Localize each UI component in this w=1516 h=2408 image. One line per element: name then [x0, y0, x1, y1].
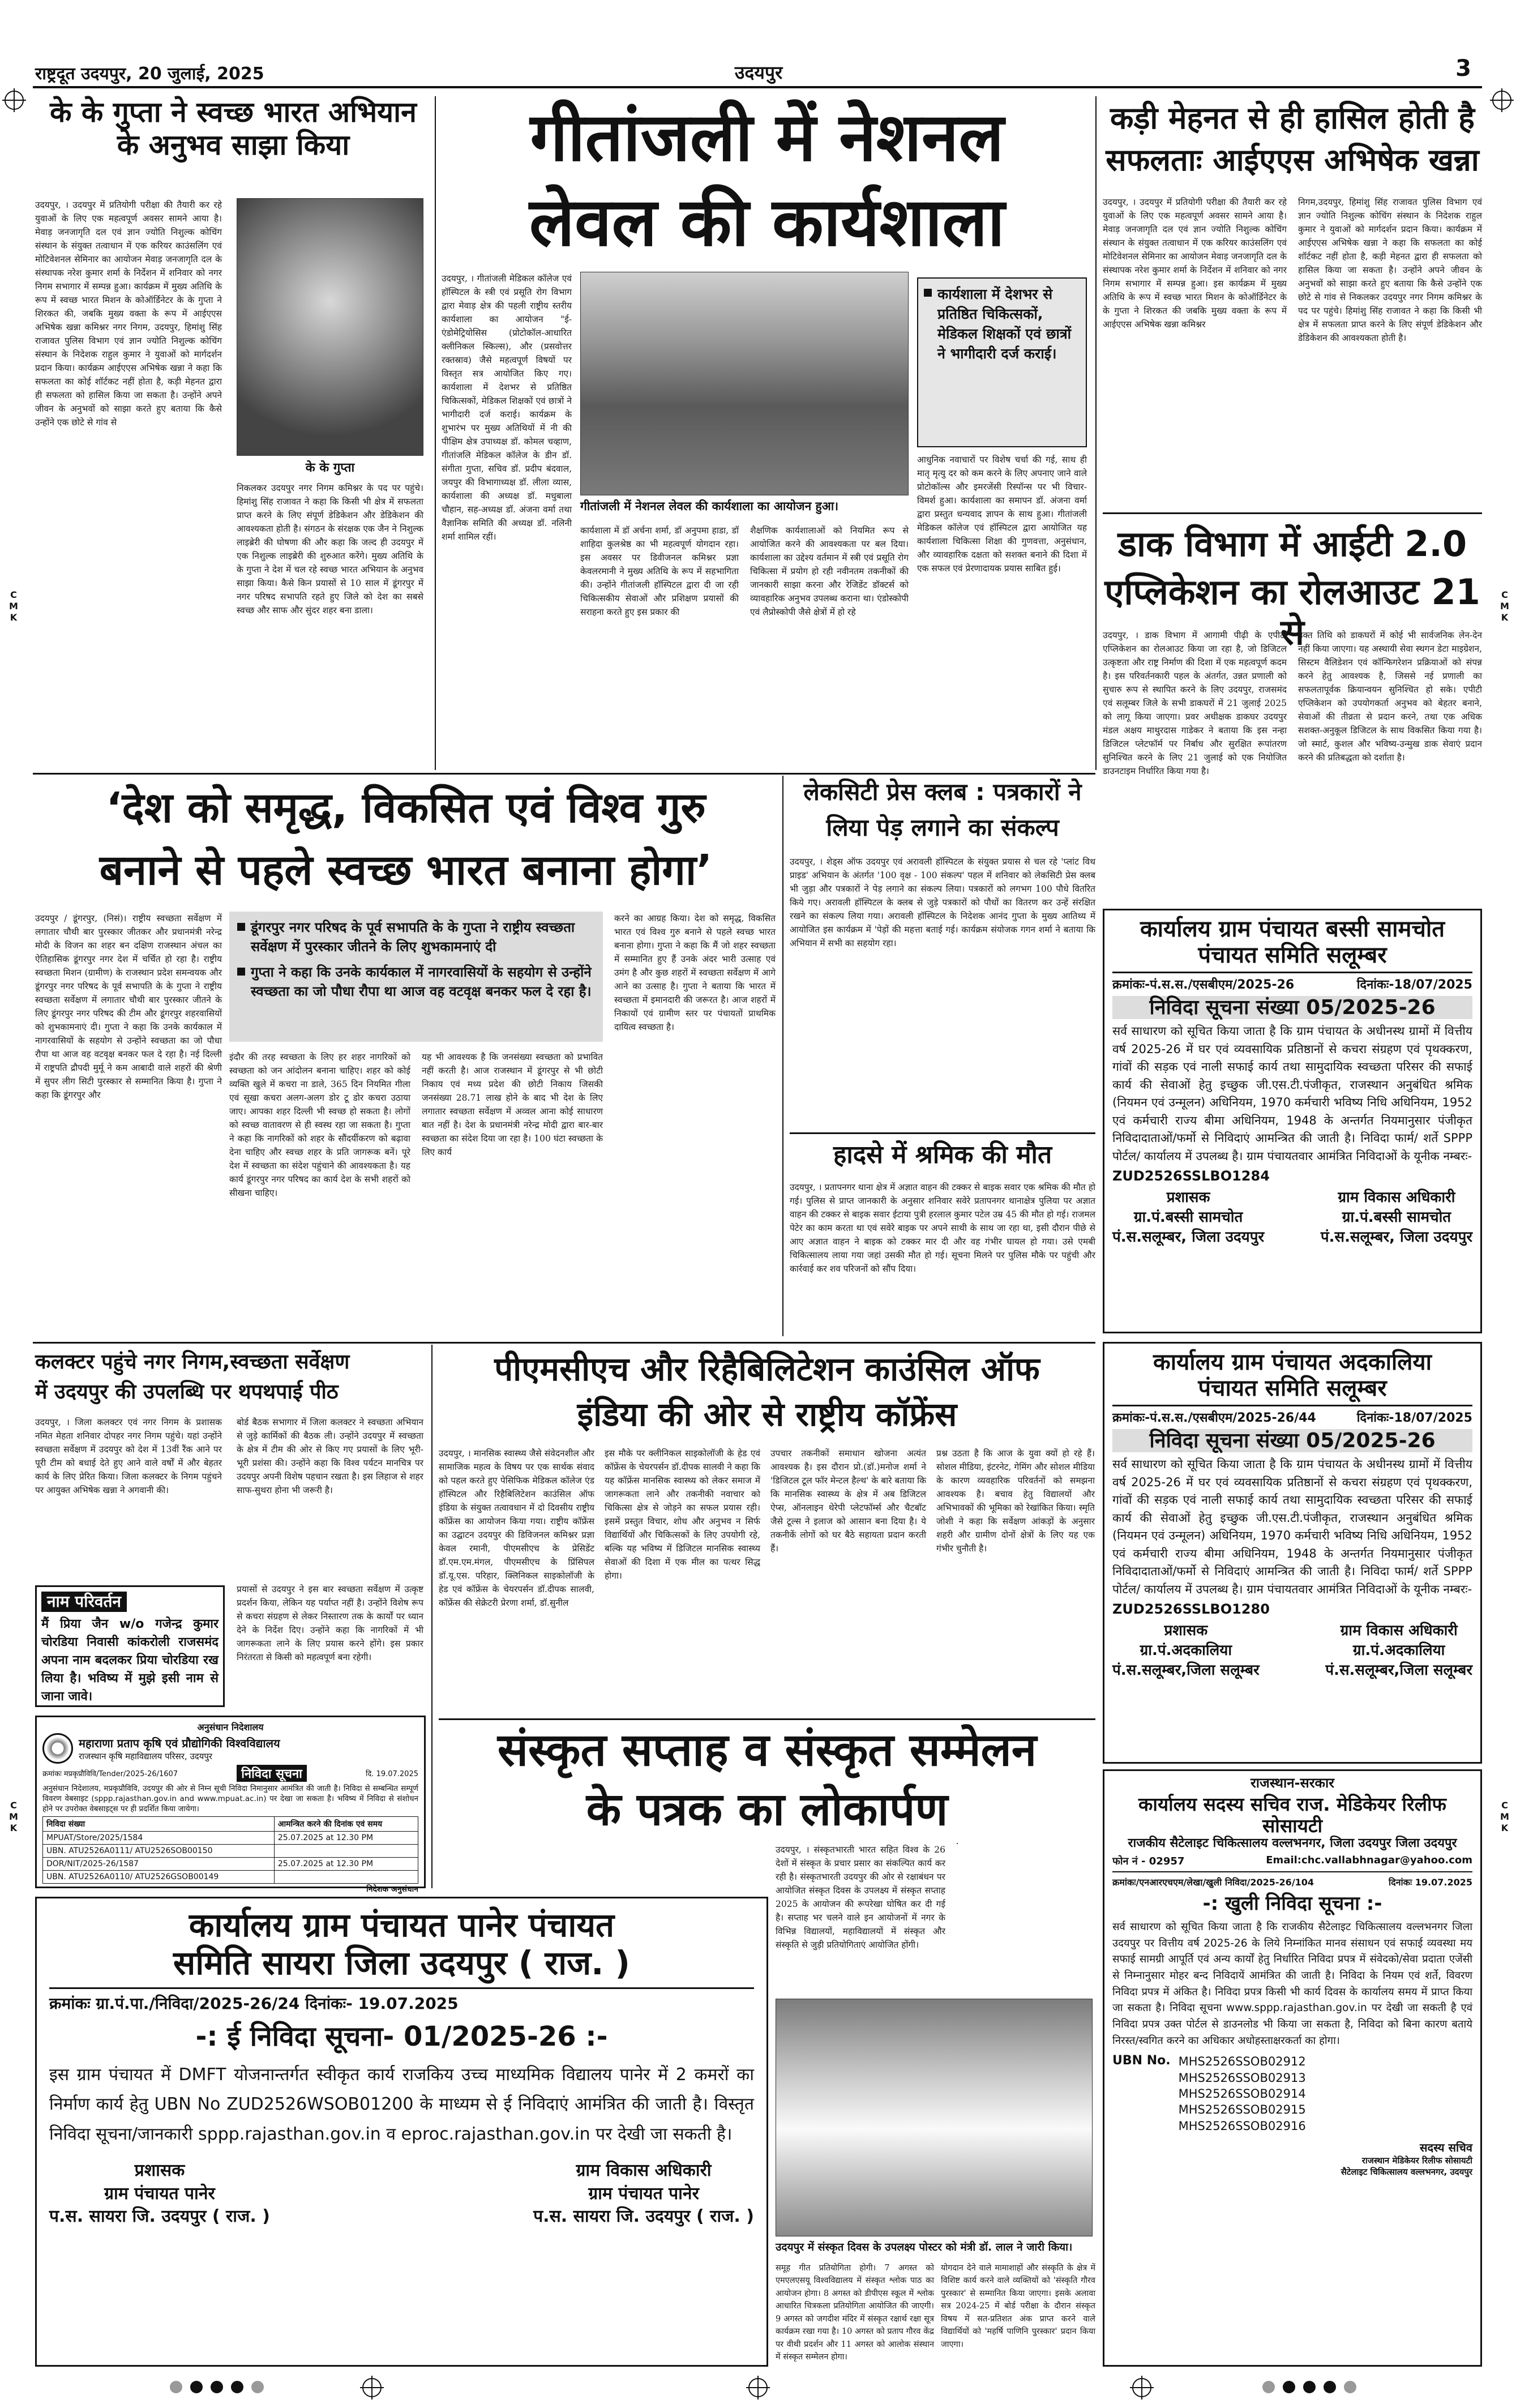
dak-headline-line1: डाक विभाग में आईटी 2.0 [1117, 523, 1467, 564]
mpuat-table-header: आमन्त्रित करने की दिनांक एवं समय [274, 1816, 418, 1831]
pmch-headline-line2: इंडिया की ओर से राष्ट्रीय कॉफ्रेंस [577, 1395, 957, 1434]
dateline: राष्ट्रदूत उदयपुर, 20 जुलाई, 2025 [35, 64, 264, 84]
column-divider [431, 1345, 432, 1888]
medicare-title-line1: कार्यालय सदस्य सचिव राज. मेडिकेयर रिलीफ सोसायटी [1138, 1793, 1446, 1837]
table-cell: UBN. ATU2526A0111/ ATU2526SOB00150 [43, 1844, 275, 1857]
panera-sig-left-1: प्रशासक [134, 2161, 185, 2181]
color-dot-icon [190, 2381, 203, 2393]
gupta-photo-caption: के के गुप्ता [305, 461, 355, 475]
masthead-rule [33, 86, 1482, 88]
name-change-body: मैं प्रिया जैन w/o गजेन्द्र कुमार चोरडिया निवासी कांकरोली राजसमंद अपना नाम बदलकर प्रिया चोरडिया रख लिया है। भविष्य में मुझे इसी नाम से जाना जावे। [41, 1617, 219, 1704]
sanskrit-photo-main [776, 1999, 1093, 2236]
page-number: 3 [1455, 55, 1471, 82]
table-cell: 25.07.2025 at 12.30 PM [274, 1831, 418, 1844]
column-divider [1095, 96, 1097, 770]
medicare-notice-title: -: खुली निविदा सूचना :- [1202, 1892, 1382, 1915]
registration-mark-icon [362, 2378, 382, 2397]
gupta-photo [237, 198, 423, 456]
gitanjali-body-col4: आधुनिक नवाचारों पर विशेष चर्चा की गई, साथ ही मातृ मृत्यु दर को कम करने के लिए अपनाए जाने वाले प्रोटोकॉल्स और इमरजेंसी रिस्पॉन्स पर भी विचार-विमर्श हुआ। कार्यशाला का समापन डॉ. अंजना वर्मा द्वारा प्रस्तुत धन्यवाद ज्ञापन के साथ हुआ। गीतांजली मेडिकल कॉलेज एवं हॉस्पिटल द्वारा आयोजित यह कार्यशाला चिकित्सा शिक्षा की गुणवत्ता, अनुसंधान, और व्यावहारिक दक्षता को सशक्त बनाने की दिशा में एक सफल एवं प्रेरणादायक प्रयास साबित हुई। [917, 455, 1087, 574]
medicare-sign-3: सैटेलाइट चिकित्सालय वल्लभनगर, उदयपुर [1341, 2166, 1472, 2177]
adkaliya-notice-number: निविदा सूचना संख्या 05/2025-26 [1112, 1429, 1472, 1452]
collector-body-col2: बोर्ड बैठक सभागार में जिला कलक्टर ने स्वच्छता अभियान से जुड़े कार्मिकों की बैठक ली। उन्होंने उदयपुर में स्वच्छता के क्षेत्र में टीम की ओर से किए गए प्रयासों के लिए भूरी-भूरी प्रशंसा की। उन्होंने कहा कि विश्व पर्यटन मानचित्र पर उदयपुर अपनी विशेष पहचान रखता है। इस लिहाज से शहर साफ-सुथरा होना भी जरूरी है। [237, 1417, 423, 1496]
gitanjali-body-col1: उदयपुर, । गीतांजली मेडिकल कॉलेज एवं हॉस्पिटल के स्त्री एवं प्रसूति रोग विभाग द्वारा मेवाड़ क्षेत्र की पहली राष्ट्रीय स्तरीय कार्यशाला का आयोजन "ई-एंडोमेट्रियोसिस (प्रोटोकॉल-आधारित क्लीनिकल स्किल्स), और (प्रसवोत्तर रक्तस्राव) जैसे महत्वपूर्ण विषयों पर विस्तृत सत्र आयोजित किए गए। कार्यशाला में देशभर से प्रतिष्ठित चिकित्सकों, मेडिकल शिक्षकों एवं छात्रों ने भागीदारी दर्ज कराई। कार्यक्रम के शुभारंभ पर मुख्य अतिथियों में नी की पीक्षिम क्षेत्र उपाध्यक्ष डॉ. कोमल चव्हाण, गीतांजलि मेडिकल कॉलेज के डीन डॉ. संगीता गुप्ता, सचिव डॉ. प्रदीप बंदवाल, जयपुर की विभागाध्यक्ष डॉ. लीला व्यास, कार्यशाला की अध्यक्ष डॉ. मधुबाला चौहान, सह-अध्यक्ष डॉ. अंजना वर्मा तथा वैज्ञानिक समिति की अध्यक्ष डॉ. नलिनी शर्मा शामिल रहीं। [442, 273, 572, 542]
panera-body: इस ग्राम पंचायत में DMFT योजनान्तर्गत स्वीकृत कार्य राजकिय उच्च माध्यमिक विद्यालय पानेर में 2 कमरों का निर्माण कार्य हेतु UBN No ZUD2526WSOB01200 के माध्यम से ई निविदाएं आमंत्रित की जाती है। विस्तृत निविदा सूचना/जानकारी sppp.rajasthan.gov.in व eproc.rajasthan.gov.in पर देखी जा सकती है। [49, 2064, 754, 2144]
medicare-email: Email:chc.vallabhnagar@yahoo.com [1266, 1854, 1472, 1866]
khanna-headline-line1: कड़ी मेहनत से ही हासिल होती है [1110, 100, 1475, 136]
mpuat-ref: क्रमांकः मप्रकृप्रौविवि/Tender/2025-26/1607 [42, 1770, 178, 1778]
sanskrit-body-col3: योगदान देने वाले मामाशाहों और संस्कृति के क्षेत्र में विशिष्ट कार्य करने वाले व्यक्तियों को 'संस्कृति गौरव पुरस्कार' से सम्मानित किया जाएगा। इसके अलावा सत्र 2024-25 में बोर्ड परीक्षा के दौरान संस्कृत विषय में सत-प्रतिशत अंक प्राप्त करने वाले विद्यार्थियों को 'महर्षि पाणिनि पुरस्कार' प्रदान किया जाएगा। [941, 2264, 1095, 2349]
sanskrit-headline-line2: के पत्रक का लोकार्पण [586, 1783, 948, 1836]
section-rule [1103, 512, 1482, 514]
medicare-phone: फोन नं - 02957 [1112, 1855, 1185, 1867]
bassi-notice-number: निविदा सूचना संख्या 05/2025-26 [1112, 996, 1472, 1019]
registration-mark-icon [1492, 91, 1511, 110]
panera-sig-right-2: ग्राम पंचायत पानेर [588, 2183, 699, 2204]
mpuat-notice [35, 1716, 426, 1894]
gupta-body-col1: उदयपुर, । उदयपुर में प्रतियोगी परीक्षा की तैयारी कर रहे युवाओं के लिए एक महत्वपूर्ण अवसर सामने आया है। मेवाड़ जनजागृति दल एवं ज्ञान ज्योति निशुल्क कोचिंग संस्थान के संयुक्त तत्वाधान में एक करियर काउंसलिंग एवं मोटिवेशनल सेमिनार का आयोजन मेवाड़ जनजागृति दल के संस्थापक नरेश कुमार शर्मा के निर्देशन में शनिवार को नगर निगम सभागार में सम्पन्न हुआ। कार्यक्रम में मुख्य अतिथि के रूप में स्वच्छ भारत मिशन के कोऑर्डिनेटर के के गुप्ता ने शिरकत की, जबकि मुख्य वक्ता के रूप में आईएएस अभिषेक खन्ना कमिश्नर नगर निगम, उदयपुर, हिमांशु सिंह राजावत पुलिस विभाग एवं ज्ञान ज्योति निशुल्क कोचिंग संस्थान के निदेशक राहुल कुमार ने युवाओं को मार्गदर्शन प्रदान किया। कार्यक्रम आईएएस अभिषेक खन्ना ने कहा कि सफलता का कोई शॉर्टकट नहीं होता है, कड़ी मेहनत द्वारा ही सफलता को हासिल किया जा सकता है। उन्होंने अपने जीवन के अनुभवों को साझा करते हुए बताया कि कैसे उन्होंने एक छोटे से गांव से [35, 200, 222, 428]
table-cell [274, 1844, 418, 1857]
registration-mark-icon [1132, 2378, 1151, 2397]
bassi-sig-right-3: पं.स.सलूम्बर, जिला उदयपुर [1320, 1229, 1472, 1246]
swachh-body-col4: करने का आग्रह किया। देश को समृद्ध, विकसित भारत एवं विश्व गुरु बनाने से पहले स्वच्छ भारत बनाना होगा। गुप्ता ने कहा कि मैं जो शहर स्वच्छता में सम्मानित हुए हैं उनके अंदर भारी उत्साह एवं उमंग है और कुछ शहरों में स्वच्छता सर्वेक्षण में आगे आने का उत्साह है। गुप्ता ने बताया कि भारत में स्वच्छता में इमानदारी की जरूरत है। आज शहरों में निकायों एवं ग्रामीण स्तर पर पंचायतों प्राथमिक दायित्व स्वच्छता है। [614, 913, 776, 1033]
adkaliya-sig-right-2: ग्रा.पं.अदकालिया [1352, 1642, 1445, 1659]
medicare-top: राजस्थान-सरकार [1250, 1775, 1335, 1791]
bassi-sig-right-1: ग्राम विकास अधिकारी [1338, 1188, 1455, 1206]
gitanjali-body-col3: शैक्षणिक कार्यशालाओं को नियमित रूप से आयोजित करने की आवश्यकता पर बल दिया। कार्यशाला का उद्देश्य वर्तमान में स्त्री एवं प्रसूति रोग चिकित्सा में प्रयोग हो रही नवीनतम तकनीकों की जानकारी साझा करना और रेजिडेंट डॉक्टर्स को व्यावहारिक अनुभव उपलब्ध कराना था। एंडोस्कोपी एवं लैप्रोस्कोपी जैसे क्षेत्रों में हो रहे [750, 525, 909, 618]
collector-headline-line1: कलक्टर पहुंचे नगर निगम,स्वच्छता सर्वेक्षण [35, 1350, 350, 1374]
panera-sig-right-3: प.स. सायरा जि. उदयपुर ( राज. ) [533, 2206, 754, 2227]
color-dot-icon [1262, 2381, 1275, 2393]
swachh-body-col3: यह भी आवश्यक है कि जनसंख्या स्वच्छता को प्रभावित नहीं करती है। आज राजस्थान में डूंगरपुर से भी छोटी निकाय एवं मध्य प्रदेश की छोटी निकाय जिसकी जनसंख्या 28.71 लाख होने के बाद भी देश के लिए लगातार स्वच्छता सर्वेक्षण में अव्वल आना कोई साधारण बात नहीं है। देश के प्रधानमंत्री नरेन्द्र मोदी द्वारा बार-बार स्वच्छता का संदेश दिया जा रहा है। 100 घंटा स्वच्छता के लिए कार्य [422, 1052, 603, 1158]
bassi-sig-left-3: पं.स.सलूम्बर, जिला उदयपुर [1112, 1229, 1265, 1246]
adkaliya-title-line2: पंचायत समिति सलूम्बर [1198, 1375, 1387, 1401]
adkaliya-title-line1: कार्यालय ग्राम पंचायत अदकालिया [1153, 1349, 1432, 1375]
adkaliya-ref: क्रमांकः-पं.स.स./एसबीएम/2025-26/44 [1112, 1411, 1316, 1425]
table-row [43, 1870, 418, 1883]
name-change-notice [35, 1585, 225, 1707]
color-mark-k: K [10, 1823, 18, 1833]
swachh-headline-line2: बनाने से पहले स्वच्छ भारत बनाना होगा’ [99, 846, 713, 895]
color-mark-m: M [9, 601, 18, 611]
color-mark-c: C [10, 1800, 17, 1811]
table-cell [274, 1870, 418, 1883]
footer-color-bar-left [170, 2381, 264, 2393]
bullet-square-icon [237, 968, 245, 976]
panera-ref: क्रमांकः ग्रा.पं.पा./निविदा/2025-26/24 दिनांकः- 19.07.2025 [49, 1994, 459, 2013]
medicare-ubn-list [1179, 2054, 1306, 2134]
adkaliya-sig-right-3: पं.स.सलूम्बर,जिला सलूम्बर [1325, 1662, 1472, 1679]
table-row [43, 1857, 418, 1870]
medicare-body: सर्व साधारण को सूचित किया जाता है कि राजकीय सैटेलाइट चिकित्सालय वल्लभनगर जिला उदयपुर पर वित्तीय वर्ष 2025-26 के लिये निम्नांकित मानव संसाधन एवं सफाई व्यवस्था मय सफाई सामग्री आपूर्ति एवं अन्य कार्यों हेतु निर्धारित निविदा प्रपत्र में संवेदको/सेवा प्रदाता एजेंसी से निम्नानुसार मोहर बन्द निविदायें आमंत्रित की जाती है। निविदा के नियम एवं शर्ते, विवरण निविदा प्रपत्र में अंकित है। निविदा प्रपत्र किसी भी कार्य दिवस के कार्यालय समय में प्राप्त किया जा सकता है। निविदा सूचना www.sppp.rajasthan.gov.in पर देखी जा सकती है एवं निविदा प्रपत्र उक्त पोर्टल से डाउनलोड भी किया जा सकता है, निविदा को बिना कारण बताये निरस्त/स्वगित करने का अधिकार अधोहस्ताक्षरकर्ता का होगा। [1112, 1921, 1472, 2047]
medicare-sign-2: राजस्थान मेडिकेयर रिलीफ सोसायटी [1361, 2155, 1472, 2166]
color-mark-k: K [10, 612, 18, 623]
gitanjali-photo [580, 272, 909, 495]
adkaliya-body: सर्व साधारण को सूचित किया जाता है कि ग्राम पंचायत के अधीनस्थ ग्रामों में वित्तीय वर्ष 2025-26 में घर एवं व्यवसायिक प्रतिष्ठानों से कचरा संग्रहण एवं पृथक्करण, गांवों की सड़क एवं नाली सफाई कार्य तथा सामुदायिक स्वच्छता परिसर की सफाई कार्य की सेवाओं हेतु इच्छुक जी.एस.टी.पंजीकृत, राजस्थान अनुबंधित श्रमिक (नियमन एवं उन्मूलन) अधिनियम, 1970 कर्मचारी भविष्य निधि अधिनियम, 1952 एवं कर्मचारी राज्य बीमा अधिनियम, 1948 के अन्तर्गत नियमानुसार पंजीकृत निविदादाताओं/फर्मो से निविदाएं आमन्त्रित की जाती है। निविदा फार्म/ शर्ते SPPP पोर्टल/ कार्यालय में उपलब्ध है। ग्राम पंचायतवार आमंत्रित निविदाओं के यूनीक नम्बरः- [1112, 1457, 1472, 1596]
color-mark-m: M [1500, 1811, 1509, 1822]
bullet-square-icon [924, 289, 932, 297]
swachh-body-col1: उदयपुर / डूंगरपुर, (निसं)। राष्ट्रीय स्वच्छता सर्वेक्षण में लगातार चौथी बार पुरस्कार जीतकर और प्रधानमंत्री नरेन्द्र मोदी के विजन का शहर बन दक्षिण राजस्थान अंचल का ऐतिहासिक डूंगरपुर नगर देश में चर्चित हो रहा है। राष्ट्रीय स्वच्छता मिशन (ग्रामीण) के राजस्थान प्रदेश समन्वयक और डूंगरपुर नगर परिषद के पूर्व सभापति के के गुप्ता ने राष्ट्रीय स्वच्छता सर्वेक्षण में लगातार चौथी बार पुरस्कार जीतने के लिए डूंगरपुर नगर परिषद की टीम और डूंगरपुर शहरवासियों को शुभकामनाएं दी। गुप्ता ने कहा कि उनके कार्यकाल में नागरवासियों के सहयोग से उन्होंने स्वच्छता का जो पौधा रौपा था आज वह वटवृक्ष बनकर फल दे रहा है। नई दिल्ली में राष्ट्रपति द्रौपदी मुर्मू ने कम आबादी वाले शहरों की श्रेणी में सुपर लीग सिटी पुरस्कार से सम्मानित किया है। गुप्ता ने कहा कि डूंगरपुर और [35, 913, 222, 1101]
gitanjali-headline-line2: लेवल की कार्यशाला [529, 183, 1005, 261]
table-cell: MPUAT/Store/2025/1584 [43, 1831, 275, 1844]
registration-mark-icon [5, 91, 24, 110]
panera-sig-left-3: प.स. सायरा जि. उदयपुर ( राज. ) [49, 2206, 270, 2227]
list-item: MHS2526SSOB02913 [1178, 2071, 1306, 2085]
panera-notice [35, 1897, 768, 2367]
adkaliya-sig-right-1: ग्राम विकास अधिकारी [1340, 1622, 1458, 1639]
sanskrit-body-col1: उदयपुर, । संस्कृतभारती भारत सहित विश्व के 26 देशों में संस्कृत के प्रचार प्रसार का संकल्पित कार्य कर रही है। संस्कृतभारती उदयपुर की ओर से रक्षाबंधन पर आयोजित संस्कृत दिवस के उपलक्ष्य में संस्कृत सप्ताह 2025 के आयोजन की रूपरेखा घोषित कर दी गई है। सप्ताह भर चलने वाले इन आयोजनों में नगर के विभिन्न विद्यालयों, महाविद्यालयों में संस्कृत और संस्कृति से जुड़ी प्रतियोगिताएं आयोजित होंगी। [776, 1845, 945, 1951]
sanskrit-body-col2: समूह गीत प्रतियोगिता होगी। 7 अगस्त को एमएलएसयू विश्वविद्यालय में संस्कृत श्लोक पाठ का आयोजन होगा। 8 अगस्त को डीपीएस स्कूल में श्लोक आधारित चित्रकला प्रतियोगिता आयोजित की जाएगी। 9 अगस्त को जगदीश मंदिर में संस्कृत रक्षार्थ रक्षा सूत्र कार्यक्रम रखा गया है। 10 अगस्त को प्रताप गौरव केंद्र पर वीथी प्रदर्शन और 11 अगस्त को आलोक संस्थान में संस्कृत सम्मेलन होगा। [776, 2264, 934, 2362]
panera-title-line2: समिति सायरा जिला उदयपुर ( राज. ) [173, 1943, 630, 1982]
gitanjali-callout-text: कार्यशाला में देशभर से प्रतिष्ठित चिकित्सकों, मेडिकल शिक्षकों एवं छात्रों ने भागीदारी दर्ज कराई। [937, 286, 1072, 362]
sanskrit-headline-line1: संस्कृत सप्ताह व संस्कृत सम्मेलन [497, 1723, 1037, 1776]
panera-notice-title: -: ई निविदा सूचना- 01/2025-26 :- [195, 2020, 608, 2052]
mpuat-title: निविदा सूचना [237, 1765, 307, 1782]
swachh-bullet-1: डूंगरपुर नगर परिषद के पूर्व सभापति के के गुप्ता ने राष्ट्रीय स्वच्छता सर्वेक्षण में पुरस्कार जीतने के लिए शुभकामनाएं दी [251, 919, 575, 955]
bullet-square-icon [237, 923, 245, 931]
color-dot-icon [211, 2381, 223, 2393]
name-change-title: नाम परिवर्तन [41, 1592, 127, 1612]
bassi-title-line1: कार्यालय ग्राम पंचायत बस्सी सामचोत [1140, 916, 1445, 942]
section-rule [33, 1342, 1095, 1344]
mpuat-sign: निदेशक अनुसंधान [366, 1884, 418, 1894]
footer-color-bar-right [1262, 2381, 1356, 2393]
panera-title-line1: कार्यालय ग्राम पंचायत पानेर पंचायत [189, 1906, 615, 1944]
color-mark-c: C [1501, 1800, 1508, 1811]
university-logo-icon [42, 1733, 73, 1764]
bassi-unbn: ZUD2526SSLBO1284 [1112, 1168, 1270, 1184]
table-cell: UBN. ATU2526A0110/ ATU2526GSOB00149 [43, 1870, 275, 1883]
adkaliya-notice [1103, 1342, 1482, 1764]
medicare-ref: क्रमांकः/एनआरएचएम/लेखा/खुली निविदा/2025-26/104 [1112, 1876, 1314, 1888]
dak-headline-line2: एप्लिकेशन का रोलआउट 21 से [1104, 571, 1480, 653]
list-item: MHS2526SSOB02912 [1178, 2055, 1306, 2069]
color-dot-icon [231, 2381, 243, 2393]
sanskrit-photo-caption: उदयपुर में संस्कृत दिवस के उपलक्ष्य पोस्टर को मंत्री डॉ. लाल ने जारी किया। [776, 2241, 1073, 2253]
bassi-sig-left-1: प्रशासक [1166, 1188, 1210, 1206]
list-item: MHS2526SSOB02915 [1178, 2103, 1306, 2117]
swachh-body-col2: इंदौर की तरह स्वच्छता के लिए हर शहर नागरिकों को स्वच्छता को जन आंदोलन बनाना चाहिए। शहर को कोई व्यक्ति खुले में कचरा ना डाले, 365 दिन नियमित गीला एवं सूखा कचरा अलग-अलग डोर टू डोर कचरा उठाया जाए। आपका शहर दिल्ली भी स्वच्छ हो सकता है। लोगों को स्वच्छ वातावरण से ही स्वस्थ रहा जा सकता है। गुप्ता ने कहा कि नागरिकों को शहर के सौंदर्यीकरण को बढ़ावा देना चाहिए और स्वच्छ शहर के प्रति जागरूक बनें। पूरे देश में स्वच्छता का संदेश पहुंचाने की आवश्यकता है। यह कार्य डूंगरपुर नगर परिषद का कार्य देश के सभी शहरों को सीखना चाहिए। [229, 1052, 410, 1199]
medicare-title-line2: राजकीय सैटेलाइट चिकित्सालय वल्लभनगर, जिला उदयपुर जिला उदयपुर [1128, 1836, 1457, 1851]
khanna-headline-line2: सफलताः आईएएस अभिषेक खन्ना [1106, 142, 1479, 178]
dak-body-col1: उदयपुर, । डाक विभाग में आगामी पीढ़ी के एपीटी एप्लिकेशन का रोलआउट किया जा रहा है, जो डिजिटल उत्कृष्टता और राष्ट्र निर्माण की दिशा में एक महत्वपूर्ण कदम है। इस परिवर्तनकारी पहल के अंतर्गत, उन्नत प्रणाली को सुचारु रूप से स्थापित करने के लिए उदयपुर, राजसमंद एवं सलूम्बर जिले के सभी डाकघरों में 21 जुलाई 2025 को लागू किया जाएगा। प्रवर अधीक्षक डाकघर उदयपुर मंडल अक्षय माथुरदास गाडेकर ने बताया कि इस नन्हा डिजिटल प्लेटफॉर्म पर निर्बाध और सुरक्षित रूपांतरण सुनिश्चित करने के लिए 21 जुलाई को एक नियोजित डाउनटाइम निर्धारित किया गया है। [1103, 630, 1287, 777]
table-cell: 25.07.2025 at 12.30 PM [274, 1857, 418, 1870]
collector-headline-line2: में उदयपुर की उपलब्धि पर थपथपाई पीठ [35, 1380, 339, 1404]
hadse-body: उदयपुर, । प्रतापनगर थाना क्षेत्र में अज्ञात वाहन की टक्कर से बाइक सवार एक श्रमिक की मौत हो गई। पुलिस से प्राप्त जानकारी के अनुसार शनिवार सवेरे प्रतापनगर थानाक्षेत्र पुलिया पर अज्ञात वाहन की टक्कर से बाइक सवार ईटाया पुत्री हरलाल कुमार पटेल उम्र 45 की मौत हो गई। राजमल पेटेर का काम करता था एवं सवेरे बाइक पर अपने साथी के साथ जा रहा था, इसी दौरान पीछे से आए अज्ञात वाहन ने बाइक को टक्कर मार दी और वह गंभीर घायल हो गया। उसे एमबी चिकित्सालय लाया गया जहां उसकी मौत हो गई। सूचना मिलने पर पुलिस मौके पर पहुंची और कार्रवाई कर शव परिजनों को सौंप दिया। [790, 1182, 1095, 1274]
medicare-date: दिनांकः 19.07.2025 [1389, 1876, 1472, 1888]
mpuat-table [42, 1816, 418, 1884]
medicare-sign-1: सदस्य सचिव [1419, 2140, 1472, 2154]
lakecity-headline-line2: लिया पेड़ लगाने का संकल्प [826, 814, 1059, 841]
section-rule [439, 1718, 1095, 1720]
table-cell: DOR/NIT/2025-26/1587 [43, 1857, 275, 1870]
color-mark-m: M [9, 1811, 18, 1822]
collector-body-col1: उदयपुर, । जिला कलक्टर एवं नगर निगम के प्रशासक नमित मेहता शनिवार दोपहर नगर निगम पहुंचे। यहां उन्होंने स्वच्छता सर्वेक्षण में उदयपुर को देश में 13वीं रैंक आने पर पूरी टीम को बधाई देते हुए आने वाले वर्षों में और बेहतर कार्य के लिए प्रेरित किया। जिला कलक्टर के निगम पहुंचने पर आयुक्त अभिषेक खन्ना ने अगवानी की। [35, 1417, 222, 1496]
lakecity-body-text: उदयपुर, । शेड्स ऑफ उदयपुर एवं अरावली हॉस्पिटल के संयुक्त प्रयास से चल रहे 'प्लांट विथ प्राइड' अभियान के अंतर्गत '100 वृक्ष - 100 संकल्प' पहल में शनिवार को लेकसिटी प्रेस क्लब भी जुड़ा और पत्रकारों ने पेड़ लगाने का संकल्प लिया। पत्रकारों को लगभग 100 पौधे वितरित किये गए। अरावली हॉस्पिटल के क्लब से जुड़े पत्रकारों को पौधों का वितरण कर उन्हें संरक्षित रखने का संकल्प लिया गया। अरावली हॉस्पिटल के निदेशक आनंद गुप्ता के मुख्य आतिथ्य में आयोजित इस कार्यक्रम में 'पेड़ों की महत्ता बताई गई। कार्यक्रम संयोजक गगन शर्मा ने बताया कि अभियान में सभी का सहयोग रहा। [790, 857, 1095, 949]
list-item: MHS2526SSOB02914 [1178, 2086, 1306, 2101]
column-divider [782, 776, 783, 1336]
bassi-ref: क्रमांकः-पं.स.स./एसबीएम/2025-26 [1112, 978, 1295, 992]
khanna-body-col1: उदयपुर, । उदयपुर में प्रतियोगी परीक्षा की तैयारी कर रहे युवाओं के लिए एक महत्वपूर्ण अवसर सामने आया है। मेवाड़ जनजागृति दल एवं ज्ञान ज्योति निशुल्क कोचिंग संस्थान के संयुक्त तत्वाधान में एक करियर काउंसलिंग एवं मोटिवेशनल सेमिनार का आयोजन मेवाड़ जनजागृति दल के संस्थापक नरेश कुमार शर्मा के निर्देशन में शनिवार को नगर निगम सभागार में सम्पन्न हुआ। इस कार्यक्रम में मुख्य अतिथि के रूप में स्वच्छ भारत मिशन के कोऑर्डिनेटर के के गुप्ता ने शिरकत की जबकि मुख्य वक्ता के रूप में आईएएस अभिषेक खन्ना कमिश्नर [1103, 197, 1287, 330]
collector-body-col3: प्रयासों से उदयपुर ने इस बार स्वच्छता सर्वेक्षण में उत्कृष्ट प्रदर्शन किया, लेकिन यह पर्याप्त नहीं है। उन्होंने विशेष रूप से कचरा संग्रहण से लेकर निस्तारण तक के कार्यों पर ध्यान देने के निर्देश दिए। उन्होंने कहा कि नागरिकों में भी जागरूकता लाने के लिए प्रयास करने होंगे। इस प्रकार निरंतरता से किसी को महत्वपूर्ण बना रहेगी। [237, 1584, 423, 1663]
color-mark-k: K [1501, 1823, 1509, 1833]
color-dot-icon [1324, 2381, 1336, 2393]
gitanjali-headline-line1: गीतांजली में नेशनल [530, 98, 1004, 176]
swachh-bullets [229, 912, 603, 1042]
pmch-body-col3: उपचार तकनीकों समाधान खोजना अत्यंत आवश्यक है। इस दौरान प्रो.(डॉ.)मनोज शर्मा ने 'डिजिटल टूल फॉर मेन्टल हैल्थ' के बारे बताया कि कि मानसिक स्वास्थ्य के क्षेत्र में अब डिजिटल ऐप्स, ऑनलाइन थेरेपी प्लेटफॉर्म्स और चैटबॉट जैसे टूल्स ने इलाज को आसान बना दिया है। ये तकनीकें लोगों को घर बैठे सहायता प्रदान करती हैं। [770, 1448, 926, 1554]
section-name: उदयपुर [734, 62, 783, 83]
pmch-headline-line1: पीएमसीएच और रिहैबिलिटेशन काउंसिल ऑफ [494, 1350, 1040, 1388]
bassi-title-line2: पंचायत समिति सलूम्बर [1198, 942, 1387, 968]
color-mark-k: K [1501, 612, 1509, 623]
dak-body-col2: उक्त तिथि को डाकघरों में कोई भी सार्वजनिक लेन-देन नहीं किया जाएगा। यह अस्थायी सेवा स्थगन डेटा माइग्रेशन, सिस्टम वैलिडेशन एवं कॉन्फिगरेशन प्रक्रियाओं को संपन्न करने हेतु आवश्यक है, जिससे नई प्रणाली का सफलतापूर्वक क्रियान्वयन सुनिश्चित हो सके। एपीटी एप्लिकेशन को उपयोगकर्ता अनुभव को बेहतर बनाने, सेवाओं की तीव्रता से प्रदान करने, तथा एक अधिक सशक्त-अनुकूल डिजिटल के साथ विकसित किया गया है। जो स्मार्ट, कुशल और भविष्य-उन्मुख डाक सेवाएं प्रदान करने की प्रतिबद्धता को दर्शाता है। [1298, 630, 1482, 763]
pmch-body-col1: उदयपुर, । मानसिक स्वास्थ्य जैसे संवेदनशील और सामाजिक महत्व के विषय पर एक सार्थक संवाद को पहल करते हुए पेसिफिक मेडिकल कॉलेज एंड हॉस्पिटल और रिहैबिलिटेशन काउंसिल ऑफ इंडिया के संयुक्त तत्वावधान में दो दिवसीय राष्ट्रीय कॉफ्रेंस का आयोजन किया गया। राष्ट्रीय कॉफ्रेंस का उद्घाटन उदयपुर की डिविजनल कमिश्नर प्रज्ञा केवल रमानी, पीएमसीएच के प्रेसिडेंट डॉ.एम.एम.मंगल, पीएमसीएच के प्रिंसिपल डॉ.यू.एस. परिहार, क्लिनिकल साइकोलॉजी के हेड एवं कॉफ्रेंस के चेयरपर्सन डॉ.दीपक सालवी, कॉफ्रेंस की सेक्रेटरी प्रेरणा शर्मा, डॉ.सुनील [439, 1448, 594, 1609]
color-mark-m: M [1500, 601, 1509, 611]
mpuat-table-header: निविदा संख्या [43, 1816, 275, 1831]
sanskrit-photo [957, 1843, 958, 1844]
adkaliya-unbn: ZUD2526SSLBO1280 [1112, 1601, 1270, 1618]
adkaliya-sig-left-1: प्रशासक [1164, 1622, 1208, 1639]
swachh-headline-line1-text: ‘देश को समृद्ध, विकसित एवं विश्व गुरु [106, 784, 706, 832]
khanna-body-col2: निगम,उदयपुर, हिमांशु सिंह राजावत पुलिस विभाग एवं ज्ञान ज्योति निशुल्क कोचिंग संस्थान के निदेशक राहुल कुमार ने युवाओं को मार्गदर्शन प्रदान किया। कार्यक्रम में आईएएस अभिषेक खन्ना ने कहा कि सफलता का कोई शॉर्टकट नहीं होता है, कड़ी मेहनत द्वारा ही सफलता को हासिल किया जा सकता है। उन्होंने अपने जीवन के अनुभवों को साझा करते हुए बताया कि कैसे उन्होंने एक छोटे से गांव से निकलकर उदयपुर नगर निगम कमिश्नर के पद पर पहुंचे। हिमांशु सिंह राजावत ने कहा कि किसी भी क्षेत्र में सफलता प्राप्त करने के लिए संपूर्ण डेडिकेशन और डेडिकेशन की आवश्यकता होती है। [1298, 197, 1482, 344]
medicare-ubn-label: UBN No. [1112, 2054, 1171, 2068]
hadse-headline: हादसे में श्रमिक की मौत [833, 1140, 1052, 1169]
mpuat-addr: राजस्थान कृषि महाविद्यालय परिसर, उदयपुर [79, 1751, 213, 1761]
adkaliya-sig-left-2: ग्रा.पं.अदकालिया [1140, 1642, 1232, 1659]
mpuat-top: अनुसंधान निदेशालय [197, 1722, 264, 1733]
gitanjali-body-col2: कार्यशाला में डॉ अर्चना शर्मा, डॉ अनुपमा हाडा, डॉ शाहिदा कुलश्रेष्ठ का भी महत्वपूर्ण योगदान रहा। इस अवसर पर डिवीजनल कमिश्नर प्रज्ञा केवलरमानी ने मुख्य अतिथि के रूप में सहभागिता की। उन्होंने गीतांजली हॉस्पिटल द्वारा दी जा रही चिकित्सकीय सेवाओं और प्रशिक्षण प्रयासों की सराहना करते हुए इस प्रकार की [580, 525, 739, 618]
color-dot-icon [1344, 2381, 1356, 2393]
bassi-sig-right-2: ग्रा.पं.बस्सी सामचोत [1342, 1209, 1451, 1226]
gitanjali-callout [917, 277, 1087, 447]
panera-sig-left-2: ग्राम पंचायत पानेर [104, 2183, 215, 2204]
panera-sig-right-1: ग्राम विकास अधिकारी [576, 2161, 712, 2181]
adkaliya-date: दिनांकः-18/07/2025 [1356, 1411, 1472, 1425]
table-row [43, 1831, 418, 1844]
bassi-notice [1103, 909, 1482, 1333]
mpuat-org: महाराणा प्रताप कृषि एवं प्रौद्योगिकी विश्वविद्यालय [79, 1736, 280, 1750]
bassi-body: सर्व साधारण को सूचित किया जाता है कि ग्राम पंचायत के अधीनस्थ ग्रामों में वित्तीय वर्ष 2025-26 में घर एवं व्यवसायिक प्रतिष्ठानों से कचरा संग्रहण एवं पृथक्करण, गांवों की सड़क एवं नाली सफाई कार्य तथा सामुदायिक स्वच्छता परिसर की सफाई कार्य की सेवाओं हेतु इच्छुक जी.एस.टी.पंजीकृत, राजस्थान अनुबंधित श्रमिक (नियमन एवं उन्मूलन) अधिनियम, 1970 कर्मचारी भविष्य निधि अधिनियम, 1952 एवं कर्मचारी राज्य बीमा अधिनियम, 1948 के अन्तर्गत नियमानुसार पंजीकृत निविदादाताओं/फर्मो से निविदाएं आमन्त्रित की जाती है। निविदा फार्म/ शर्ते SPPP पोर्टल/ कार्यालय में उपलब्ध है। ग्राम पंचायतवार आमंत्रित निविदाओं के यूनीक नम्बरः- [1112, 1024, 1472, 1163]
color-dot-icon [251, 2381, 264, 2393]
section-rule [33, 773, 1095, 775]
bassi-date: दिनांकः-18/07/2025 [1356, 978, 1472, 992]
color-mark-c: C [1501, 589, 1508, 600]
section-rule [790, 1132, 1095, 1134]
table-row [43, 1844, 418, 1857]
pmch-body-col4: प्रश्न उठता है कि आज के युवा क्यों हो रहे हैं। सोशल मीडिया, इंटरनेट, गेमिंग और सोशल मीडिया के कारण व्यवहारिक परिवर्तनों को समझना आवश्यक है। बचाव हेतु विद्यालयों और अभिभावकों की भूमिका को रेखांकित किया। स्मृति जोशी ने कहा कि सर्वेक्षण आंकड़ों के अनुसार शहरी और ग्रामीण दोनों क्षेत्रों के लिए यह एक गंभीर चुनौती है। [936, 1448, 1095, 1554]
bassi-sig-left-2: ग्रा.पं.बस्सी सामचोत [1133, 1209, 1243, 1226]
adkaliya-sig-left-3: पं.स.सलूम्बर,जिला सलूम्बर [1112, 1662, 1260, 1679]
lakecity-headline-line1: लेकसिटी प्रेस क्लब : पत्रकारों ने [803, 778, 1082, 806]
color-dot-icon [1303, 2381, 1316, 2393]
list-item: MHS2526SSOB02916 [1178, 2119, 1306, 2133]
gupta-headline: के के गुप्ता ने स्वच्छ भारत अभियान के अनुभव साझा किया [50, 96, 417, 161]
gupta-body-col2: निकलकर उदयपुर नगर निगम कमिश्नर के पद पर पहुंचे। हिमांशु सिंह राजावत ने कहा कि किसी भी क्षेत्र में सफलता प्राप्त करने के लिए संपूर्ण डेडिकेशन और डेडिकेशन की आवश्यकता होती है। संगठन के संरक्षक एक जैन ने निशुल्क लाइब्रेरी की घोषणा की और कहा कि जल्द ही उदयपुर में एक निशुल्क लाइब्रेरी की शुरुआत करेंगे। मुख्य अतिथि के के गुप्ता ने देश में चल रहे स्वच्छ भारत अभियान के अनुभव साझा किया। कैसे किन प्रयासों से 10 साल में डूंगरपुर में नगर परिषद सभापति रहते हुए जिले को देश का सबसे स्वच्छ और साफ और सुंदर शहर बना डाला। [237, 483, 423, 616]
swachh-bullet-2: गुप्ता ने कहा कि उनके कार्यकाल में नागरवासियों के सहयोग से उन्होंने स्वच्छता का जो पौधा रौपा था आज वह वटवृक्ष बनकर फल दे रहा है। [251, 964, 592, 999]
mpuat-body: अनुसंधान निदेशालय, मप्रकृप्रौविवि, उदयपुर की ओर से निम्न सूची निविदा निमानुसार आमंत्रित की जाती है। निविदा से सम्बन्धित सम्पूर्ण विवरण वेबसाइट (sppp.rajasthan.gov.in and www.mpuat.ac.in) पर देखा जा सकता है। भविष्य में निविदा से संशोधन होने पर उपरोक्त वेबसाइट्स पर ही प्रदर्शित किया जायेगा। [42, 1784, 418, 1814]
color-dot-icon [1283, 2381, 1295, 2393]
mpuat-date: दि. 19.07.2025 [366, 1770, 418, 1778]
gitanjali-photo-caption: गीतांजली में नेशनल लेवल की कार्यशाला का आयोजन हुआ। [580, 499, 839, 513]
color-mark-c: C [10, 589, 17, 600]
color-dot-icon [170, 2381, 182, 2393]
medicare-notice [1103, 1769, 1482, 2367]
registration-mark-icon [748, 2378, 768, 2397]
column-divider [435, 96, 436, 770]
pmch-body-col2: इस मौके पर क्लीनिकल साइकोलॉजी के हेड एवं कॉफ्रेंस के चेयरपर्सन डॉ.दीपक सालवी ने कहा कि यह कॉफ्रेंस मानसिक स्वास्थ्य को लेकर समाज में जागरूकता लाने और तकनीकी नवाचार को चिकित्सा क्षेत्र से जोड़ने का सफल प्रयास रही। इसमें प्रस्तुत विचार, शोध और अनुभव न सिर्फ विद्यार्थियों और चिकित्सकों के लिए उपयोगी रहे, बल्कि यह भविष्य में डिजिटल मानसिक स्वास्थ्य सेवाओं की दिशा में एक मील का पत्थर सिद्ध होगा। [605, 1448, 760, 1581]
